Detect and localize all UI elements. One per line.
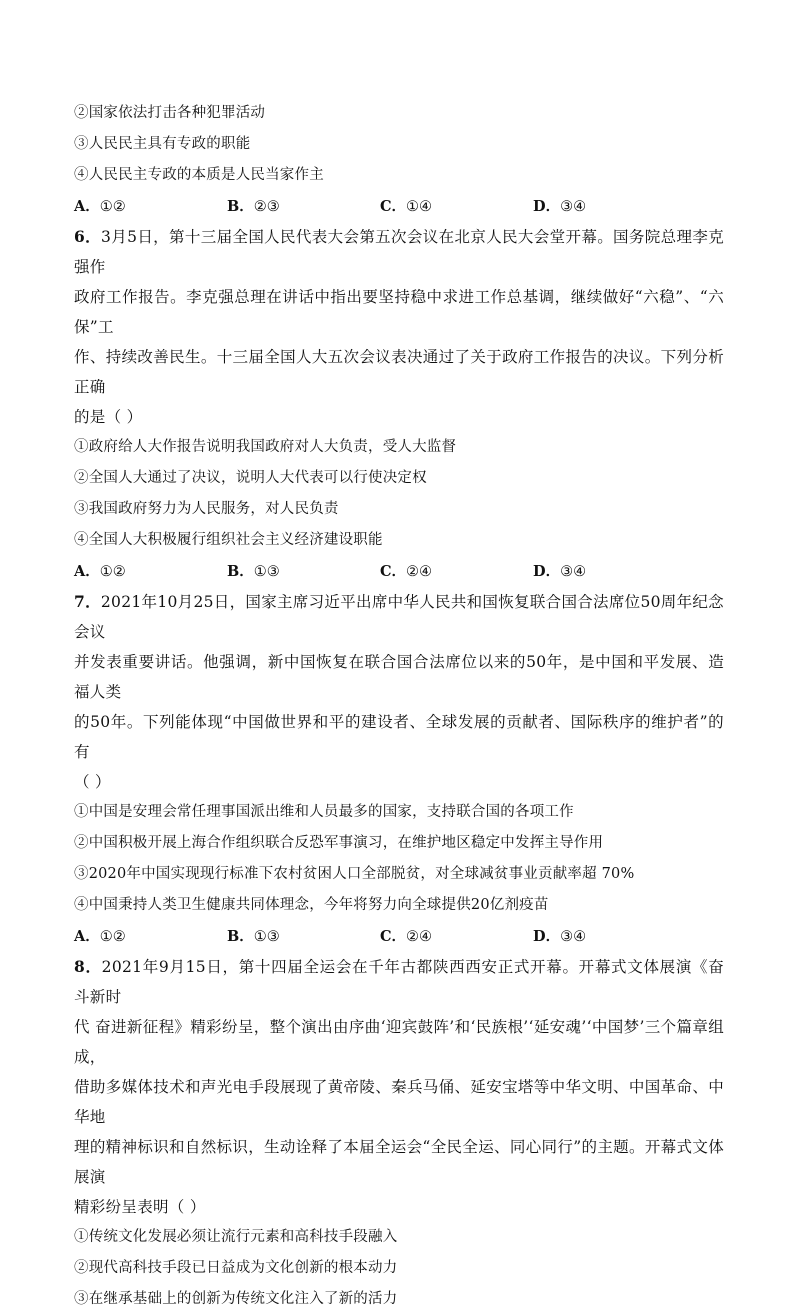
choice-item: ③2020年中国实现现行标准下农村贫困人口全部脱贫，对全球减贫事业贡献率超 70% (74, 866, 635, 882)
question-number: 8． (74, 957, 102, 976)
choice-item: ④中国秉持人类卫生健康共同体理念，今年将努力向全球提供20亿剂疫苗 (74, 897, 549, 913)
choice-item: ③我国政府努力为人民服务，对人民负责 (74, 501, 339, 517)
choice-item: ③在继承基础上的创新为传统文化注入了新的活力 (74, 1291, 398, 1307)
choice-item: ②中国积极开展上海合作组织联合反恐军事演习，在维护地区稳定中发挥主导作用 (74, 835, 604, 851)
option-a[interactable]: A．①② (74, 563, 126, 580)
choice-item: ③人民民主具有专政的职能 (74, 136, 251, 152)
question-5-continuation (74, 98, 724, 222)
question-6 (74, 222, 724, 587)
option-d[interactable]: D．③④ (533, 928, 587, 945)
choice-item: ④人民民主专政的本质是人民当家作主 (74, 167, 324, 183)
option-b[interactable]: B．①③ (227, 928, 280, 945)
choice-item: ①政府给人大作报告说明我国政府对人大负责，受人大监督 (74, 439, 457, 455)
choice-item: ①中国是安理会常任理事国派出维和人员最多的国家，支持联合国的各项工作 (74, 804, 574, 820)
choice-item: ②现代高科技手段已日益成为文化创新的根本动力 (74, 1260, 398, 1276)
question-8 (74, 952, 724, 1315)
question-stem: 8．2021年9月15日，第十四届全运会在千年古都陕西西安正式开幕。开幕式文体展演《奋斗新时 代 奋进新征程》精彩纷呈，整个演出由序曲‘迎宾鼓阵’和‘民族根’‘延安魂’‘中国梦’三个篇章组成， 借助多媒体技术和声光电手段展现了黄帝陵、秦兵马俑、延安宝塔等中华文明、中国革命、中华地 理的精神标识和自然标识，生动诠释了本届全运会“全民全运、同心同行”的主题。开幕式文体展演 精彩纷呈表明（ ） (74, 957, 724, 1216)
option-b[interactable]: B．①③ (227, 563, 280, 580)
question-7 (74, 587, 724, 952)
answer-options (74, 556, 724, 587)
option-a[interactable]: A．①② (74, 198, 126, 215)
question-number: 7． (74, 592, 101, 611)
option-b[interactable]: B．②③ (227, 198, 280, 215)
choice-item: ①传统文化发展必须让流行元素和高科技手段融入 (74, 1229, 398, 1245)
choice-item: ②国家依法打击各种犯罪活动 (74, 105, 266, 121)
option-c[interactable]: C．②④ (380, 928, 433, 945)
answer-options (74, 191, 724, 222)
option-d[interactable]: D．③④ (533, 198, 587, 215)
question-stem: 6．3月5日，第十三届全国人民代表大会第五次会议在北京人民大会堂开幕。国务院总理李克强作 政府工作报告。李克强总理在讲话中指出要坚持稳中求进工作总基调，继续做好“六稳”、“六保”工 作、持续改善民生。十三届全国人大五次会议表决通过了关于政府工作报告的决议。下列分析正确 的是（ ） (74, 227, 725, 426)
choice-item: ④全国人大积极履行组织社会主义经济建设职能 (74, 532, 383, 548)
option-c[interactable]: C．①④ (380, 198, 433, 215)
option-a[interactable]: A．①② (74, 928, 126, 945)
exam-page (74, 98, 724, 1315)
choice-item: ②全国人大通过了决议，说明人大代表可以行使决定权 (74, 470, 427, 486)
option-d[interactable]: D．③④ (533, 563, 587, 580)
question-number: 6． (74, 227, 102, 246)
option-c[interactable]: C．②④ (380, 563, 433, 580)
answer-options (74, 921, 724, 952)
question-stem: 7．2021年10月25日，国家主席习近平出席中华人民共和国恢复联合国合法席位50周年纪念会议 并发表重要讲话。他强调，新中国恢复在联合国合法席位以来的50年，是中国和平发展、造福人类 的50年。下列能体现“中国做世界和平的建设者、全球发展的贡献者、国际秩序的维护者”的有 （ ） (74, 592, 724, 791)
